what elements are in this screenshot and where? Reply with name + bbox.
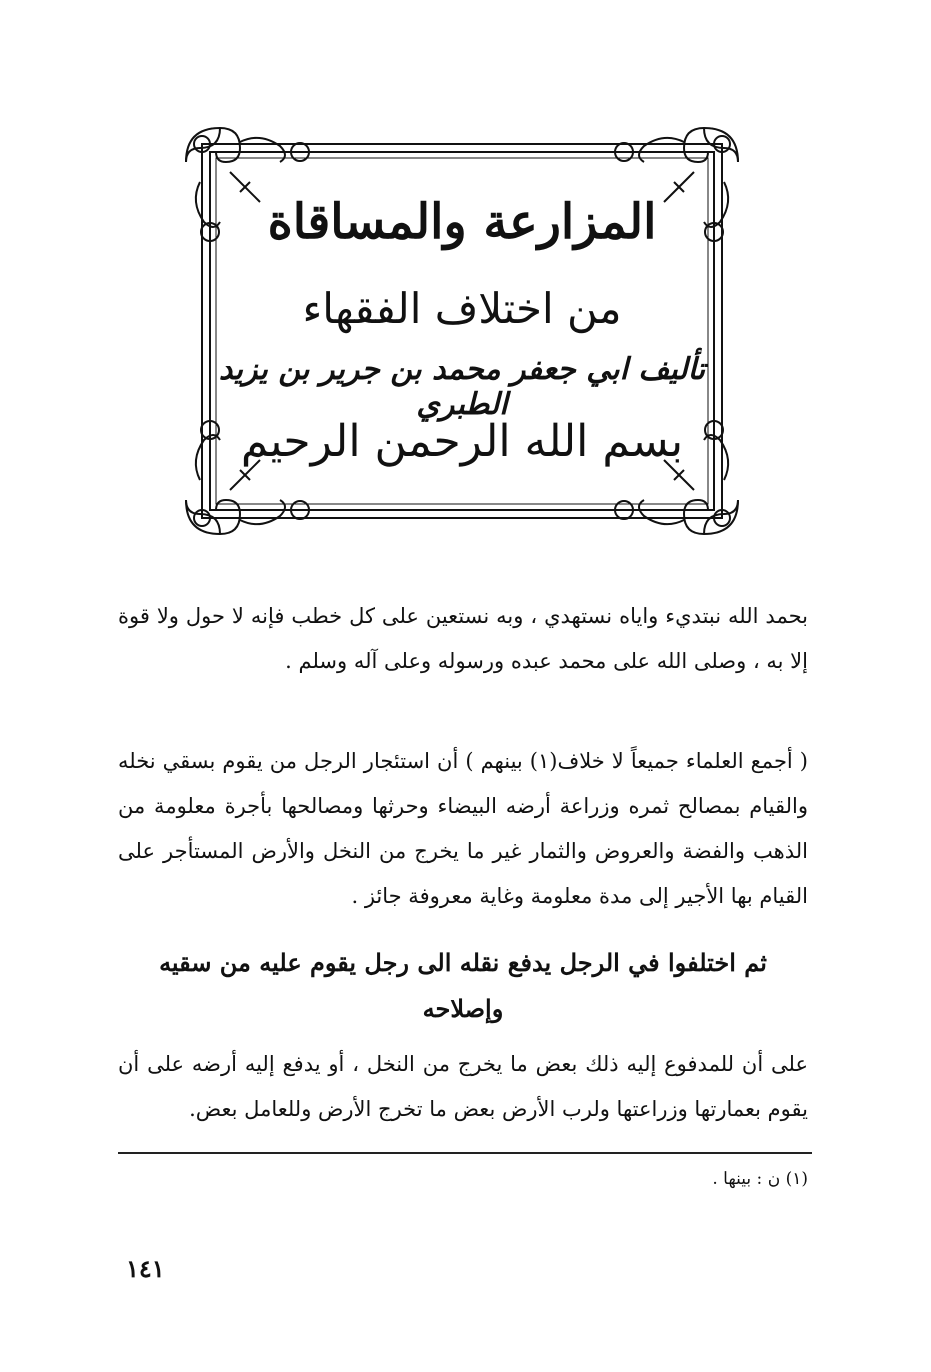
paragraph-disagreement: على أن للمدفوع إليه ذلك بعض ما يخرج من النخل ، أو يدفع إليه أرضه على أن يقوم بعمارتها وزراعتها ولرب الأرض بعض ما تخرج الأرض وللعامل بعض. (118, 1052, 808, 1121)
title-block (180, 122, 744, 540)
footnote-divider (118, 1152, 812, 1154)
book-author: تأليف ابي جعفر محمد بن جرير بن يزيد الطبري (218, 352, 706, 422)
paragraph-consensus: ( أجمع العلماء جميعاً لا خلاف(١) بينهم ) أن استئجار الرجل من يقوم بسقي نخله والقيام بمصالح ثمره وزراعة أرضه البيضاء وحرثها ومصالحها بأجرة معلومة من الذهب والفضة والعروض والثمار غير ما يخرج من النخل والأرض المستأجر على القيام بها الأجير إلى مدة معلومة وغاية معروفة جائز . (118, 749, 808, 908)
basmala: بسم الله الرحمن الرحيم (240, 416, 684, 467)
section-heading: ثم اختلفوا في الرجل يدفع نقله الى رجل يقوم عليه من سقيه وإصلاحه (159, 948, 767, 1023)
paragraph-opening: بحمد الله نبتديء واياه نستهدي ، وبه نستعين على كل خطب فإنه لا حول ولا قوة إلا به ، وصلى الله على محمد عبده ورسوله وعلى آله وسلم . (118, 604, 808, 673)
footnote: (١) ن : بينها . (712, 1169, 808, 1189)
book-title: المزارعة والمساقاة (267, 194, 657, 250)
book-subtitle: من اختلاف الفقهاء (302, 284, 622, 333)
page-number: ١٤١ (126, 1254, 165, 1283)
